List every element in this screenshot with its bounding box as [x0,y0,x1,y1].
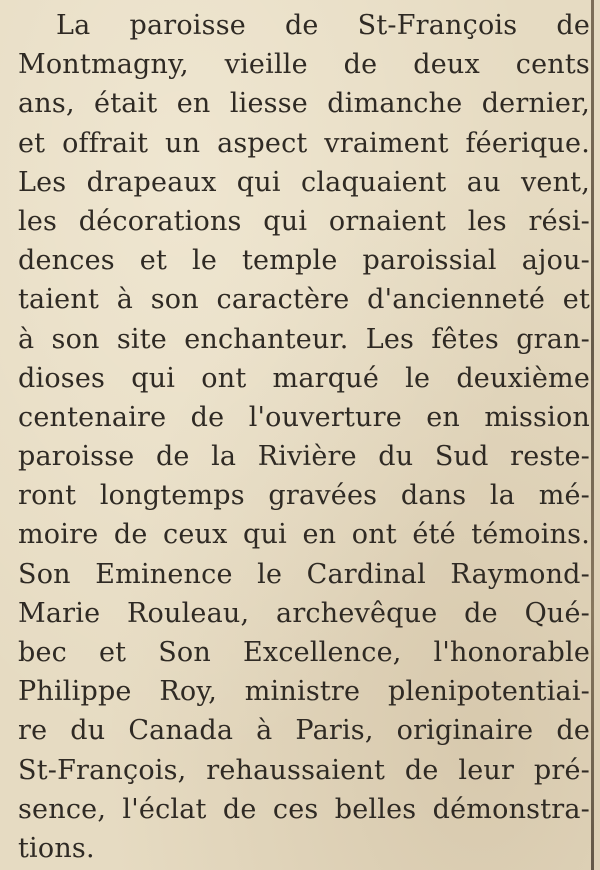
article-line: moire de ceux qui en ont été témoins. [18,519,590,551]
article-line: les décorations qui ornaient les rési- [18,205,590,237]
article-line: dences et le temple paroissial ajou- [18,245,590,277]
article-line: ront longtemps gravées dans la mé- [18,480,590,512]
article-line: et offrait un aspect vraiment féerique. [18,127,590,159]
article-line: La paroisse de St-François de [56,10,590,41]
article-line: taient à son caractère d'ancienneté et [18,284,590,316]
article-line: dioses qui ont marqué le deuxième [18,362,590,394]
article-line: ans, était en liesse dimanche dernier, [18,88,590,120]
article-text [18,6,590,868]
article-line: Les drapeaux qui claquaient au vent, [18,166,590,198]
column-rule [591,0,594,870]
article-line: St-François, rehaussaient de leur pré- [18,754,590,786]
article-line: à son site enchanteur. Les fêtes gran- [18,323,590,355]
article-line: centenaire de l'ouverture en mission [18,401,590,433]
article-line: paroisse de la Rivière du Sud reste- [18,441,590,473]
article-line: Philippe Roy, ministre plenipotentiai- [18,676,590,708]
article-line: Marie Rouleau, archevêque de Qué- [18,597,590,629]
article-line: Son Eminence le Cardinal Raymond- [18,558,590,590]
article-line: Montmagny, vieille de deux cents [18,49,590,81]
article-line: sence, l'éclat de ces belles démonstra- [18,793,590,825]
article-line: bec et Son Excellence, l'honorable [18,637,590,668]
article-line: re du Canada à Paris, originaire de [18,715,590,747]
article-line: tions. [18,832,95,864]
